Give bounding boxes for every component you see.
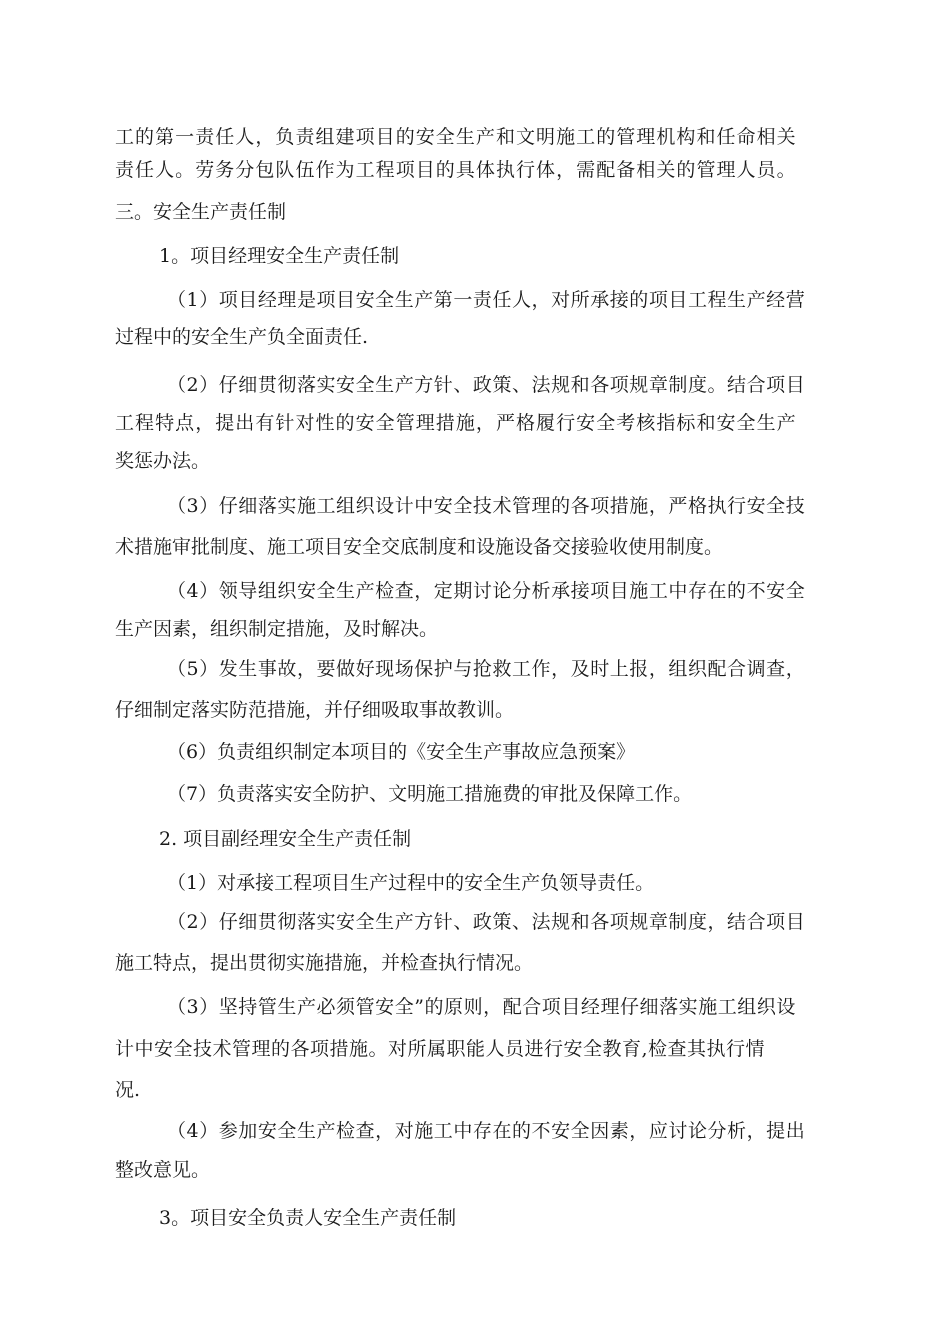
body-line: （3）坚持管生产必须管安全”的原则，配合项目经理仔细落实施工组织设: [167, 996, 796, 1018]
body-line: 计中安全技术管理的各项措施。对所属职能人员进行安全教育,检查其执行情: [115, 1038, 766, 1060]
body-line: 工程特点，提出有针对性的安全管理措施，严格履行安全考核指标和安全生产: [115, 412, 797, 434]
body-line: （1）对承接工程项目生产过程中的安全生产负领导责任。: [167, 872, 655, 894]
body-line: （2）仔细贯彻落实安全生产方针、政策、法规和各项规章制度，结合项目: [167, 911, 806, 933]
body-line: （4）领导组织安全生产检查，定期讨论分析承接项目施工中存在的不安全: [167, 580, 806, 602]
body-line: （2）仔细贯彻落实安全生产方针、政策、法规和各项规章制度。结合项目: [167, 374, 806, 396]
subsection-heading: 2. 项目副经理安全生产责任制: [159, 828, 412, 850]
body-line: 整改意见。: [115, 1159, 211, 1181]
body-line: 责任人。劳务分包队伍作为工程项目的具体执行体，需配备相关的管理人员。: [115, 159, 797, 181]
body-line: （7）负责落实安全防护、文明施工措施费的审批及保障工作。: [167, 783, 693, 805]
body-line: 仔细制定落实防范措施，并仔细吸取事故教训。: [115, 699, 515, 721]
body-line: 术措施审批制度、施工项目安全交底制度和设施设备交接验收使用制度。: [115, 536, 724, 558]
body-line: 过程中的安全生产负全面责任.: [115, 326, 369, 348]
body-line: 生产因素，组织制定措施，及时解决。: [115, 618, 439, 640]
section-heading: 三。安全生产责任制: [115, 201, 287, 223]
body-line: 工的第一责任人，负责组建项目的安全生产和文明施工的管理机构和任命相关: [115, 126, 797, 148]
subsection-heading: 1。项目经理安全生产责任制: [159, 245, 400, 267]
body-line: 况.: [115, 1079, 141, 1101]
body-line: （3）仔细落实施工组织设计中安全技术管理的各项措施，严格执行安全技: [167, 495, 806, 517]
body-line: 施工特点，提出贯彻实施措施，并检查执行情况。: [115, 952, 534, 974]
body-line: （6）负责组织制定本项目的《安全生产事故应急预案》: [167, 741, 636, 763]
body-line: 奖惩办法。: [115, 450, 211, 472]
body-line: （4）参加安全生产检查，对施工中存在的不安全因素，应讨论分析，提出: [167, 1120, 806, 1142]
body-line: （5）发生事故，要做好现场保护与抢救工作，及时上报，组织配合调查，: [167, 658, 806, 680]
body-line: （1）项目经理是项目安全生产第一责任人，对所承接的项目工程生产经营: [167, 289, 806, 311]
subsection-heading: 3。项目安全负责人安全生产责任制: [159, 1207, 457, 1229]
